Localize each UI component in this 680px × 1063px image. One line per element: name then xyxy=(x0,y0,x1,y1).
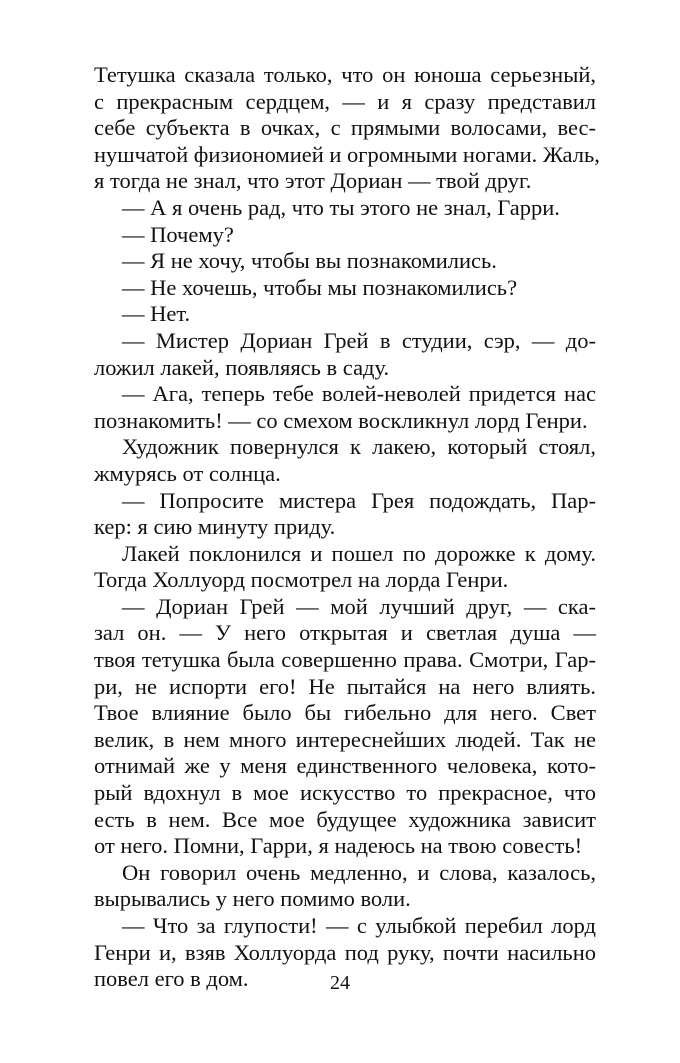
text-line: Твое влияние было бы гибельно для него. Свет xyxy=(94,700,596,726)
text-line: есть в нем. Все мое будущее художника зависит xyxy=(94,806,596,832)
text-line: от него. Помни, Гарри, я надеюсь на твою совесть! xyxy=(94,833,583,859)
text-line: познакомить! — со смехом воскликнул лорд Генри. xyxy=(94,407,588,433)
text-line: — Мистер Дориан Грей в студии, сэр, — до- xyxy=(122,327,596,353)
text-line: Тогда Холлуорд посмотрел на лорда Генри. xyxy=(94,567,509,593)
text-line: твоя тетушка была совершенно права. Смотри, Гар- xyxy=(94,647,596,673)
text-line: — Не хочешь, чтобы мы познакомились? xyxy=(122,274,518,300)
text-line: велик, в нем много интереснейших людей. Так не xyxy=(94,726,596,752)
text-line: ложил лакей, появляясь в саду. xyxy=(94,354,390,380)
text-line: нушчатой физиономией и огромными ногами. Жаль, xyxy=(94,141,600,167)
text-line: зал он. — У него открытая и светлая душа — xyxy=(94,620,596,646)
text-line: — Нет. xyxy=(122,301,191,327)
page-number: 24 xyxy=(330,972,350,994)
text-line: — А я очень рад, что ты этого не знал, Гарри. xyxy=(122,194,560,220)
text-line: рый вдохнул в мое искусство то прекрасное, что xyxy=(94,780,596,806)
text-line: Генри и, взяв Холлуорда под руку, почти насильно xyxy=(94,939,596,965)
text-line: Художник повернулся к лакею, который стоял, xyxy=(122,434,596,460)
text-line: Лакей поклонился и пошел по дорожке к дому. xyxy=(122,540,596,566)
text-line: кер: я сию минуту приду. xyxy=(94,514,336,540)
text-line: — Я не хочу, чтобы вы познакомились. xyxy=(122,248,497,274)
text-line: отнимай же у меня единственного человека, кото- xyxy=(94,753,596,779)
text-line: вырывались у него помимо воли. xyxy=(94,886,411,912)
text-line: с прекрасным сердцем, — и я сразу представил xyxy=(94,88,596,114)
text-line: повел его в дом. xyxy=(94,966,249,992)
text-line: — Дориан Грей — мой лучший друг, — ска- xyxy=(122,593,596,619)
text-line: себе субъекта в очках, с прямыми волосами, вес- xyxy=(94,115,596,141)
text-line: — Ага, теперь тебе волей-неволей придется нас xyxy=(122,381,596,407)
text-line: Тетушка сказала только, что он юноша серьезный, xyxy=(94,62,596,87)
text-line: Он говорил очень медленно, и слова, казалось, xyxy=(122,859,596,885)
text-line: ри, не испорти его! Не пытайся на него влиять. xyxy=(94,673,596,699)
text-line: — Попросите мистера Грея подождать, Пар- xyxy=(122,487,596,513)
text-line: — Что за глупости! — с улыбкой перебил лорд xyxy=(122,913,596,938)
text-line: жмурясь от солнца. xyxy=(94,460,281,486)
body-text xyxy=(94,62,600,993)
text-line: — Почему? xyxy=(122,221,234,247)
text-line: я тогда не знал, что этот Дориан — твой друг. xyxy=(94,168,532,194)
